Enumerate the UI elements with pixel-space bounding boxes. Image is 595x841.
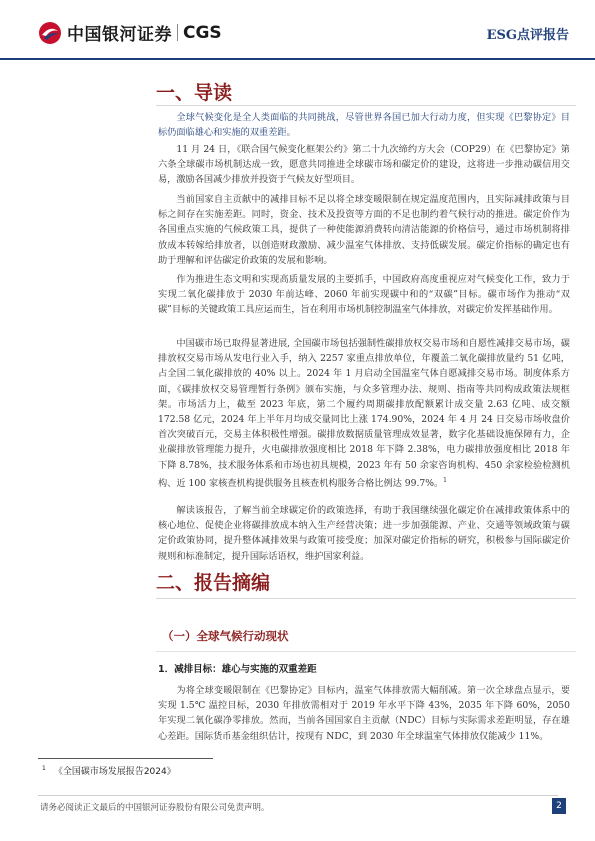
intro-paragraph: 全球气候变化是全人类面临的共同挑战，尽管世界各国已加大行动力度，但实现《巴黎协定》目标仍面临雄心和实施的双重差距。 [158, 112, 570, 139]
subsection-title: （一）全球气候行动现状 [162, 629, 289, 643]
market-paragraph-text: 中国碳市场已取得显著进展, 全国碳市场包括强制性碳排放权交易市场和自愿性减排交易市场，碳排放权交易市场从发电行业入手，纳入 2257 家重点排放单位，年覆盖二氧化碳排放量约 51 亿吨，占全国二氧化碳排放的 40% 以上。2024 年 1 月启动全国温室气体自愿减排交易市场。制度体系方面，《碳排放权交易管理暂行条例》颁布实施，与众多管理办法、规则、指南等共同构成政策法规框架。市场活力上，截至 2023 年底，第二个履约周期碳排放配额累计成交量 2.63 亿吨、成交额 172.58 亿元，2024 年上半年月均成交量同比上涨 174.90%，2024 年 4 月 24 日交易市场收盘价首次突破百元，交易主体积极性增强。碳排放数据质量管理成效显著，数字化基础设施保障有力，企业碳排放管理能力提升，火电碳排放强度相比 2018 年下降 2.38%，电力碳排放强度相比 2018 年下降 8.78%，技术服务体系和市场也初具规模，2023 年有 50 余家咨询机构、450 余家检验检测机构、近 100 家核查机构提供服务且核查机构服务合格比例达 99.7%。 [158, 338, 570, 489]
footnote-mark: 1 [42, 765, 46, 772]
footnote [42, 764, 176, 777]
section-divider [156, 105, 576, 106]
page-header [0, 0, 595, 62]
section-title-intro: 一、导读 [156, 82, 233, 104]
body-paragraph: 为将全球变暖限制在《巴黎协定》目标内，温室气体排放需大幅削减。第一次全球盘点显示，要实现 1.5℃ 温控目标，2030 年排放需相对于 2019 年水平下降 43%，2035 年下降 60%，2050 年实现二氧化碳净零排放。然而，当前各国国家自主贡献（NDC）目标与实际需求差距明显，存在雄心差距。国际货币基金组织估计，按现有 NDC，到 2030 年全球温室气体排放仅能减少 11%。 [158, 685, 570, 742]
footer-divider [38, 795, 558, 796]
subsection-divider [156, 651, 576, 652]
body-paragraph: 11 月 24 日，《联合国气候变化框架公约》第二十九次缔约方大会（COP29）在《巴黎协定》第六条全球碳市场机制达成一致，愿意共同推进全球碳市场和碳定价的建设，这将进一步推动碳信用交易，激励各国减少排放并投资于气候友好型项目。 [158, 144, 570, 186]
logo-separator [177, 24, 178, 41]
body-paragraph: 解读该报告，了解当前全球碳定价的政策选择，有助于我国继续强化碳定价在减排政策体系中的核心地位、促使企业将碳排放成本纳入生产经营决策；进一步加强能源、产业、交通等领域政策与碳定价政策协同，提升整体减排效果与政策可接受度；加深对碳定价指标的研究，积极参与国际碳定价规则和标准制定，提升国际话语权，维护国家利益。 [158, 505, 570, 562]
logo-english-name: CGS [183, 22, 222, 43]
point-title: 1．减排目标：雄心与实施的双重差距 [158, 664, 317, 675]
section-divider [156, 598, 576, 599]
footnote-text: 《全国碳市场发展报告2024》 [53, 767, 176, 777]
footnote-reference[interactable]: 1 [443, 476, 447, 484]
body-paragraph: 当前国家自主贡献中的减排目标不足以将全球变暖限制在规定温度范围内，且实际减排政策与目标之间存在实施差距。同时，资金、技术及投资等方面的不足也制约着气候行动的推进。碳定价作为各国重点实施的气候政策工具，提供了一种使能源消费转向清洁能源的价格信号，通过市场机制将排放成本转嫁给排放者，以创造财政激励、减少温室气体排放、支持低碳发展。碳定价指标的确定也有助于理解和评估碳定价政策的发展和影响。 [158, 194, 570, 266]
section-title-excerpt: 二、报告摘编 [156, 572, 271, 594]
body-paragraph-market [158, 336, 570, 491]
header-divider [0, 58, 595, 60]
disclaimer-text: 请务必阅读正文最后的中国银河证券股份有限公司免责声明。 [40, 803, 270, 813]
company-logo [38, 20, 222, 45]
galaxy-logo-icon [38, 21, 62, 45]
logo-chinese-name: 中国银河证券 [67, 25, 172, 45]
footnote-divider [38, 758, 213, 759]
body-paragraph: 作为推进生态文明和实现高质量发展的主要抓手，中国政府高度重视应对气候变化工作，致力于实现二氧化碳排放于 2030 年前达峰、2060 年前实现碳中和的“双碳”目标。碳市场作为推动“双碳”目标的关键政策工具应运而生，旨在利用市场机制控制温室气体排放，对碳定价发挥基础作用。 [158, 274, 570, 316]
report-type-label: ESG点评报告 [486, 28, 569, 43]
page-number: 2 [552, 798, 566, 814]
